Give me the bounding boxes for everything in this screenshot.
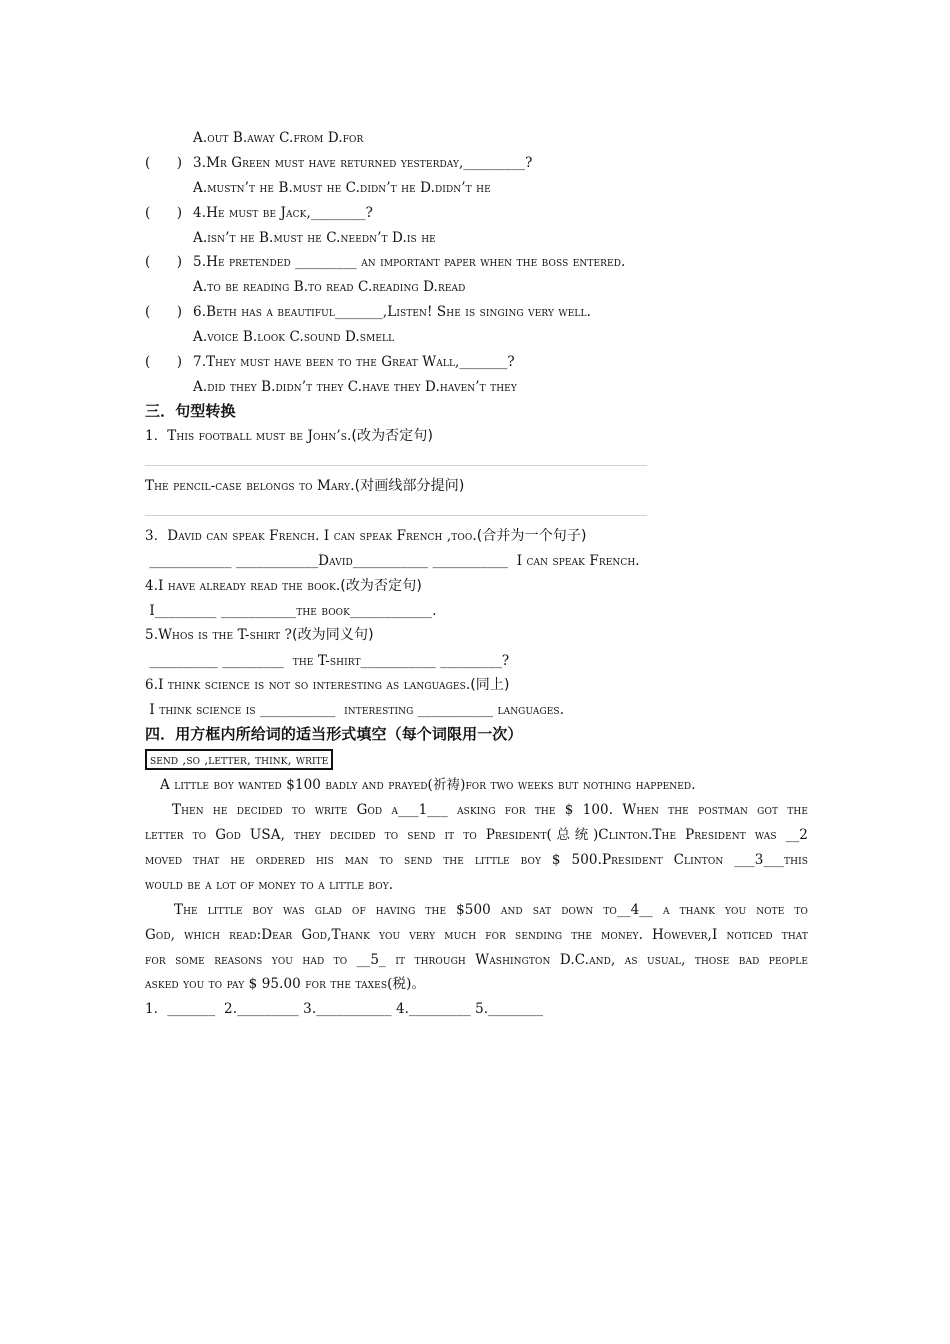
word-box: send ,so ,letter, think, write — [145, 749, 333, 770]
sentence-text: 6.I think science is not so interesting as languages. — [145, 677, 471, 693]
sentence-text: 3．David can speak French. I can speak French ,too. — [145, 528, 477, 544]
answer-paren[interactable]: ( ) — [145, 304, 183, 320]
sentence-3-answer[interactable]: ____________ ____________David___________ ___________ I can speak French. — [145, 553, 640, 569]
instruction: (改为同义句) — [292, 627, 374, 643]
sentence-text: 4.I have already read the book. — [145, 578, 341, 594]
instruction: (合并为一个句子) — [476, 528, 587, 544]
q5-options: A.to be reading B.to read C.reading D.read — [193, 279, 466, 295]
question-6 — [145, 301, 810, 323]
sentence-text: 5.Whos is the T-shirt ? — [145, 627, 293, 643]
q2-options: A.out B.away C.from D.for — [193, 130, 364, 146]
answer-blanks[interactable]: 1．_______ 2._________ 3.___________ 4._________ 5.________ — [145, 1001, 543, 1017]
answer-line-2[interactable] — [145, 515, 647, 516]
instruction: (对画线部分提问) — [354, 478, 465, 494]
question-7 — [145, 351, 810, 373]
q3-options: A.mustn’t he B.must he C.didn’t he D.didn’t he — [193, 180, 491, 196]
question-text: 4.He must be Jack,________? — [193, 205, 373, 221]
sentence-text: 1．This football must be John’s. — [145, 428, 352, 444]
question-5 — [145, 251, 810, 273]
sentence-text: The pencil-case belongs to Mary. — [145, 478, 355, 494]
sentence-1 — [145, 425, 810, 447]
answer-paren[interactable]: ( ) — [145, 254, 183, 270]
sentence-6-answer[interactable]: I think science is ___________ interesting ___________ languages. — [145, 702, 565, 718]
question-text: 7.They must have been to the Great Wall,_______? — [193, 354, 515, 370]
q6-options: A.voice B.look C.sound D.smell — [193, 329, 395, 345]
instruction: (同上) — [470, 677, 510, 693]
passage-line: The little boy was glad of having the $500 and sat down to__4__ a thank you note to — [174, 902, 808, 918]
sentence-5-answer[interactable]: __________ _________ the T-shirt___________ _________? — [145, 653, 510, 669]
answer-paren[interactable]: ( ) — [145, 155, 183, 171]
q7-options: A.did they B.didn’t they C.have they D.haven’t they — [193, 379, 517, 395]
q4-options: A.isn’t he B.must he C.needn’t D.is he — [193, 230, 436, 246]
question-4 — [145, 202, 810, 224]
sentence-4-answer[interactable]: I_________ ___________the book____________. — [145, 603, 437, 619]
question-text: 5.He pretended _________ an important paper when the boss entered. — [193, 254, 626, 270]
sentence-2 — [145, 475, 810, 497]
answer-line-1[interactable] — [145, 465, 647, 466]
passage-line: asked you to pay $ 95.00 for the taxes(税)。 — [145, 976, 426, 992]
passage-line: would be a lot of money to a little boy. — [145, 877, 394, 893]
question-3 — [145, 152, 810, 174]
passage-line: God, which read:Dear God,Thank you very much for sending the money. However,I noticed that — [145, 927, 808, 943]
passage-line: A little boy wanted $100 badly and prayed(祈祷)for two weeks but nothing happened. — [160, 777, 696, 793]
passage-line: Then he decided to write God a___1___ asking for the $ 100. When the postman got the — [172, 802, 808, 818]
instruction: (改为否定句) — [351, 428, 434, 444]
sentence-3 — [145, 525, 810, 547]
sentence-5 — [145, 624, 810, 646]
sentence-6 — [145, 674, 810, 696]
passage-line: moved that he ordered his man to send the little boy $ 500.President Clinton ___3___this — [145, 852, 808, 868]
word-box-line — [145, 749, 810, 771]
passage-line: letter to God USA, they decided to send it to President(总统)Clinton.The President was __2 — [145, 827, 808, 843]
answer-paren[interactable]: ( ) — [145, 354, 183, 370]
section-3-heading: 三．句型转换 — [145, 402, 236, 420]
answer-paren[interactable]: ( ) — [145, 205, 183, 221]
sentence-4 — [145, 575, 810, 597]
question-text: 6.Beth has a beautiful_______,Listen! She is singing very well. — [193, 304, 591, 320]
instruction: (改为否定句) — [340, 578, 422, 594]
question-text: 3.Mr Green must have returned yesterday,_________? — [193, 155, 533, 171]
section-4-heading: 四．用方框内所给词的适当形式填空（每个词限用一次） — [145, 725, 523, 743]
passage-line: for some reasons you had to __5_ it through Washington D.C.and, as usual, those bad people — [145, 952, 808, 968]
